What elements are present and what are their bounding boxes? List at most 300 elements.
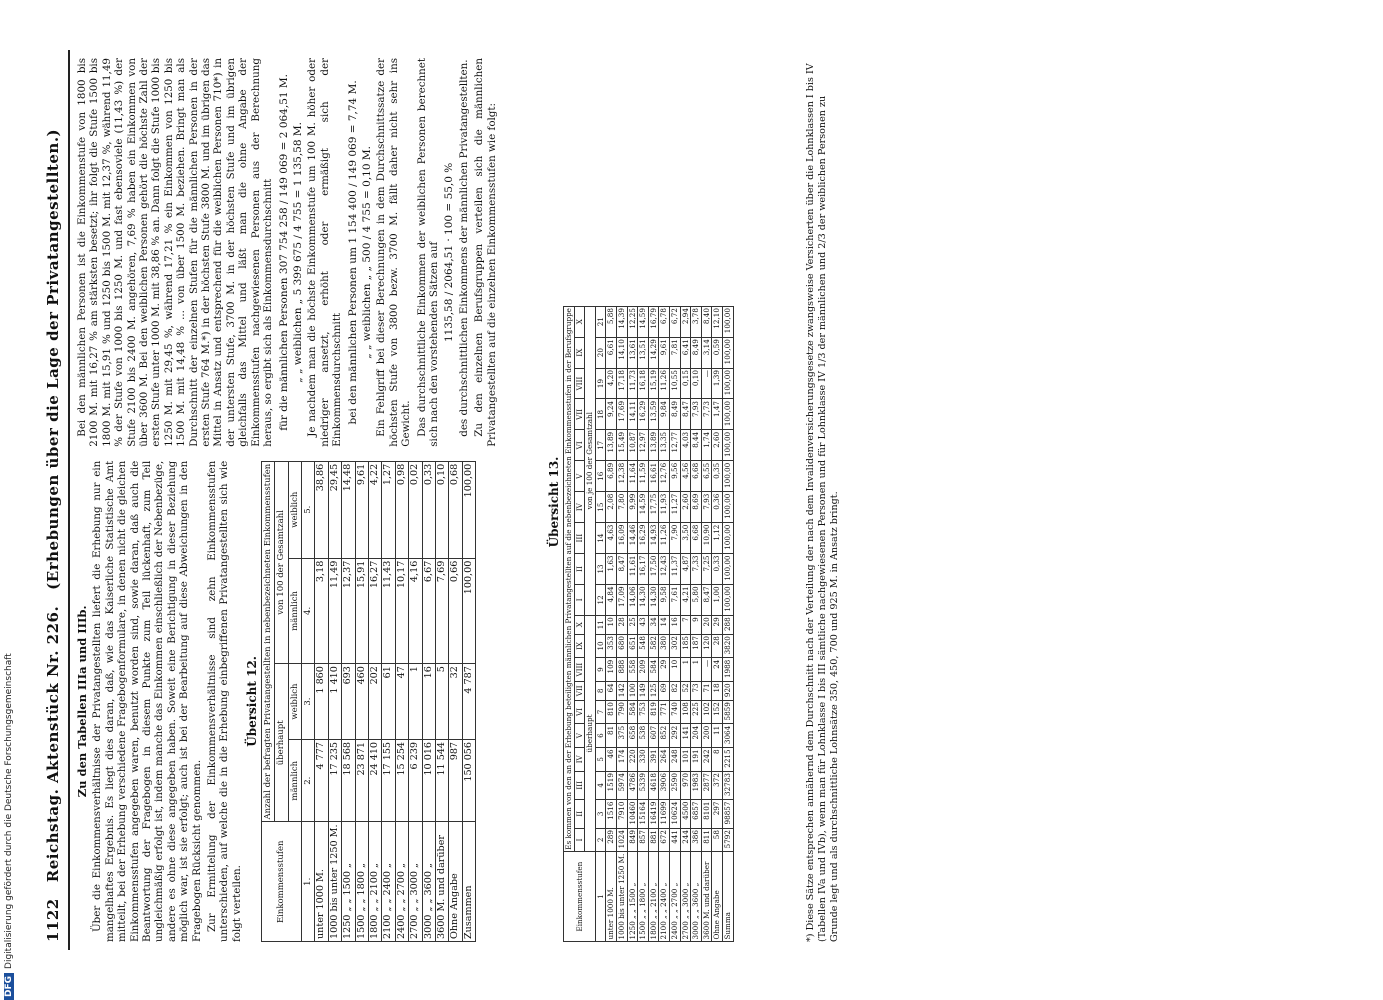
table-cell: 8,49 [691, 337, 702, 368]
table-cell: 8,40 [701, 306, 712, 337]
table-cell: 16,09 [616, 523, 627, 554]
table-cell: 2215 [722, 747, 733, 771]
table-cell: 302 [669, 634, 680, 658]
table-cell: 672 [659, 828, 670, 852]
table-cell: 14,39 [616, 306, 627, 337]
berufsgruppe-header: II [574, 800, 585, 828]
column-number: 20 [595, 337, 606, 368]
table12-title: Übersicht 12. [245, 656, 260, 747]
table-cell: 582 [648, 634, 659, 658]
table-cell: 11,27 [669, 492, 680, 523]
table-cell: 1,39 [712, 368, 723, 399]
table-cell: 12,77 [669, 430, 680, 461]
table-cell: 1516 [606, 800, 617, 828]
table-cell: 811 [701, 828, 712, 852]
table-cell: 10 [669, 658, 680, 682]
table-cell: 460 [355, 664, 368, 740]
berufsgruppe-header: VI [574, 700, 585, 724]
page-number: 1122 [44, 898, 62, 942]
column-number: 1 [595, 852, 606, 942]
table-cell: 58 [712, 828, 723, 852]
table13-section [545, 62, 734, 942]
table-cell: 100,00 [722, 461, 733, 492]
table-cell: 1,27 [382, 461, 395, 558]
table-row [368, 461, 381, 941]
table-cell: 16,29 [638, 399, 649, 430]
column-left [76, 461, 516, 942]
table-cell: 5339 [638, 771, 649, 799]
table-cell: 8,69 [691, 492, 702, 523]
table-cell: 8,47 [680, 399, 691, 430]
table-cell: 9 [691, 615, 702, 634]
table-cell: 7910 [616, 800, 627, 828]
table-cell: 16 [669, 615, 680, 634]
table-cell: 13,51 [638, 337, 649, 368]
table-cell: 32 [449, 664, 462, 740]
table-cell: 18 568 [342, 739, 355, 822]
table-cell: 888 [616, 658, 627, 682]
table-cell: 9,61 [659, 337, 670, 368]
formula: 1135,58 / 2064,51 · 100 = 55,0 % [443, 162, 456, 343]
table-cell: 6,72 [669, 306, 680, 337]
row-label: 3600 M. und darüber [435, 822, 448, 942]
table-cell: 11,37 [669, 554, 680, 585]
table-cell: 1,63 [606, 554, 617, 585]
table-cell: 100,00 [722, 492, 733, 523]
table-row [648, 306, 659, 941]
table-cell: 24 410 [368, 739, 381, 822]
table-row [606, 306, 617, 941]
table-cell: 17,50 [648, 554, 659, 585]
row-label: 1500 „ „ 1800 „ [355, 822, 368, 942]
berufsgruppe-header: I [574, 828, 585, 852]
table-cell: 1,00 [712, 584, 723, 615]
table-cell: 69 [659, 681, 670, 700]
berufsgruppe-header: III [574, 523, 585, 554]
table-cell: 5,88 [606, 306, 617, 337]
table-uebersicht-12 [261, 461, 477, 942]
table-cell: 4 787 [462, 664, 475, 740]
table-cell: 17,09 [616, 584, 627, 615]
table-cell: 82 [669, 681, 680, 700]
table-cell: 191 [691, 747, 702, 771]
table-cell: 100,00 [722, 337, 733, 368]
column-number: 18 [595, 399, 606, 430]
table-cell: 1 410 [328, 664, 341, 740]
table-cell: 288 [722, 615, 733, 634]
table-colnum-row [301, 461, 314, 941]
row-label: Ohne Angabe [449, 822, 462, 942]
table-cell: 6,89 [606, 461, 617, 492]
table-row [659, 306, 670, 941]
table-cell: 7,73 [701, 399, 712, 430]
table-cell: 680 [616, 634, 627, 658]
paragraph: Das durchschnittliche Einkommen der weiblichen Personen berechnet sich nach den vorstehenden Sätzen auf [415, 58, 440, 447]
table-cell: 10 016 [422, 739, 435, 822]
table-cell: 4786 [627, 771, 638, 799]
formula: „ „ weiblichen „ 5 399 675 / 4 755 = 1 135,58 M. [291, 122, 304, 383]
table-cell: 380 [659, 634, 670, 658]
table-cell: 17,18 [616, 368, 627, 399]
table-cell: 14,11 [627, 399, 638, 430]
table-cell: 100,00 [722, 368, 733, 399]
row-label: 1800 „ „ 2100 „ [368, 822, 381, 942]
table-cell: 771 [659, 700, 670, 724]
paragraph: Zur Ermittelung der Einkommensverhältnisse sind zehn Einkommensstufen unterschieden, auf welche die in die Erhebung einbegriffenen Privatangestellten sich wie folgt verteilen. [206, 460, 243, 942]
table-row [669, 306, 680, 941]
table-cell: 2,94 [680, 306, 691, 337]
table-cell: 15,49 [616, 430, 627, 461]
column-number: 21 [595, 306, 606, 337]
column-number: 2. [301, 739, 314, 822]
table-cell: 20 [701, 615, 712, 634]
column-number: 11 [595, 615, 606, 634]
table-cell: 32783 [722, 771, 733, 799]
table-cell: 15164 [638, 800, 649, 828]
table-cell: 391 [648, 747, 659, 771]
table-cell: 11,59 [638, 461, 649, 492]
table-row [616, 306, 627, 941]
column-number: 13 [595, 554, 606, 585]
table-cell: 125 [648, 681, 659, 700]
table-header: männlich [288, 739, 301, 822]
table-cell: 658 [627, 724, 638, 748]
berufsgruppe-header: VIII [574, 368, 585, 399]
row-label: Summa [722, 852, 733, 942]
table-cell: 12,76 [659, 461, 670, 492]
paragraph: Zu den einzelnen Berufsgruppen verteilen sich die männlichen Privatangestellten auf die einzelnen Einkommensstufen wie folgt: [473, 58, 498, 447]
table-cell: 16,29 [638, 523, 649, 554]
table-cell: 4618 [648, 771, 659, 799]
table-cell: 244 [680, 828, 691, 852]
table-cell: 17 155 [382, 739, 395, 822]
berufsgruppe-header: IV [574, 747, 585, 771]
table-cell: 43 [638, 615, 649, 634]
row-label: unter 1000 M. [606, 852, 617, 942]
table-cell: 220 [627, 747, 638, 771]
table-cell: 187 [691, 634, 702, 658]
table-cell: 0,10 [691, 368, 702, 399]
table-row [638, 306, 649, 941]
table-cell: 3820 [722, 634, 733, 658]
table-cell: 100,00 [722, 399, 733, 430]
row-label: 1250 „ „ 1500 „ [627, 852, 638, 942]
row-label: 3000 „ „ 3600 „ [422, 822, 435, 942]
berufsgruppe-header: I [574, 584, 585, 615]
table-cell: 14,29 [648, 337, 659, 368]
table-row [355, 461, 368, 941]
paragraph: Ein Fehlgriff bei dieser Berechnungen in dem Durchschnittssatze der höchsten Stufe von 3800 bezw. 3700 M. fällt daher nicht sehr ins Gewicht. [375, 58, 413, 447]
table-cell: 13,59 [648, 399, 659, 430]
table-cell: 24 [712, 658, 723, 682]
table-cell: 14,48 [342, 461, 355, 558]
table-cell: 4,03 [680, 430, 691, 461]
table-cell: 64 [606, 681, 617, 700]
table-cell: 3906 [659, 771, 670, 799]
column-number: 17 [595, 430, 606, 461]
table-cell: 185 [680, 634, 691, 658]
table-row [691, 306, 702, 941]
table-header: von 100 der Gesamtzahl [275, 461, 288, 663]
table-header: Es kommen von den an der Erhebung beteiligten männlichen Privatangestellten auf die nebenbezeichneten Einkommensstufen in der Berufsgruppe [564, 308, 573, 850]
table-header: männlich [288, 558, 301, 663]
table-cell: 6,67 [422, 558, 435, 663]
table-cell: 209 [638, 658, 649, 682]
table-cell: 52 [680, 681, 691, 700]
table-cell: 375 [616, 724, 627, 748]
table-cell: 61 [382, 664, 395, 740]
table-cell: 6,68 [691, 523, 702, 554]
table-cell: 6857 [691, 800, 702, 828]
table-row [680, 306, 691, 941]
table-cell: 3,14 [701, 337, 712, 368]
table-cell: 1 860 [315, 664, 328, 740]
table-cell: 13,89 [606, 430, 617, 461]
paragraph: Über die Einkommensverhältnisse der Privatangestellten liefert die Erhebung nur ein mangelhaftes Ergebnis. Es liegt dies daran, daß, wie das Kaiserliche Statistische Amt mitteilt, bei der Erhebung verschiedene Fragebogenformulare, in denen nicht die gleichen Einkommensstufen angegeben waren, benutzt worden sind, sowie daran, daß auch die Beantwortung der Fragebogen in diesem Punkte zum Teil lückenhaft, zum Teil ungleichmäßig erfolgt ist, indem manche das Einkommen einschließlich der Nebenbezüge, andere es ohne diese angegeben haben. Soweit eine Berichtigung in dieser Beziehung möglich war, ist sie erfolgt; auch ist bei der Bearbeitung auf diese Abweichungen in den Fragebogen Rücksicht genommen. [91, 460, 203, 942]
page-header [40, 50, 70, 950]
berufsgruppe-header: X [574, 306, 585, 337]
table-cell: 4,16 [409, 558, 422, 663]
paragraph: Je nachdem man die höchste Einkommenstufe um 100 M. höher oder niedriger ansetzt, erhöht oder ermäßigt sich der Einkommensdurchschnitt [306, 58, 344, 447]
table-cell: 142 [616, 681, 627, 700]
table-cell: 881 [648, 828, 659, 852]
table-cell: 3,50 [680, 523, 691, 554]
table-cell: 0,15 [680, 368, 691, 399]
table-cell: 11,49 [328, 558, 341, 663]
table-cell: 538 [638, 724, 649, 748]
table-row [722, 306, 733, 941]
digitization-note [4, 653, 14, 1000]
table-cell: 11699 [659, 800, 670, 828]
column-number: 10 [595, 634, 606, 658]
table-header: von je 100 der Gesamtzahl [585, 306, 596, 615]
paragraph: Bei den männlichen Personen ist die Einkommenstufe von 1800 bis 2100 M. mit 16,27 % am stärksten besetzt; ihr folgt die Stufe 1500 bis 1800 M. mit 15,91 % und 1250 bis 1500 M. mit 12,37 %, während 11,49 % der Stufe von 1000 bis 1250 M. und fast ebensoviele (11,43 %) der Stufe 2100 bis 2400 M. angehören, 7,69 % haben ein Einkommen von über 3600 M. Bei den weiblichen Personen gehört die höchste Zahl der ersten Stufe unter 1000 M. mit 38,86 % an. Dann folgt die Stufe 1000 bis 1250 M. mit 29,45 %, während 17,21 % ein Einkommen von 1250 bis 1500 M. mit 14,48 % ... von über 1500 M. beziehen. Bringt man als Durchschnitt der einzelnen Stufen für die männlichen Personen in der ersten Stufe 764 M.*) in der höchsten Stufe 3800 M. und im übrigen das Mittel in Ansatz und entsprechend für die weiblichen Personen 710*) in der untersten Stufe, 3700 M. in der höchsten Stufe und im übrigen gleichfalls das Mittel und läßt man die ohne Angabe der Einkommensstufen nachgewiesenen Personen aus der Berechnung heraus, so ergibt sich als Einkommensdurchschnitt [76, 58, 275, 447]
table-cell: 7 [680, 615, 691, 634]
table-cell: 16 [422, 664, 435, 740]
table-cell: 5,80 [691, 584, 702, 615]
table-header-row [574, 306, 585, 941]
table-cell: 4,87 [680, 554, 691, 585]
table-cell: 4,21 [680, 584, 691, 615]
table-cell: 0,59 [712, 337, 723, 368]
table-cell: 7,25 [701, 554, 712, 585]
table-cell: 584 [627, 700, 638, 724]
berufsgruppe-header: II [574, 554, 585, 585]
table-cell: 13,61 [627, 337, 638, 368]
table-cell: 11,26 [659, 523, 670, 554]
table-cell: 693 [342, 664, 355, 740]
table-cell: — [701, 368, 712, 399]
table-cell: 150 056 [462, 739, 475, 822]
table-cell: 34 [648, 615, 659, 634]
table-cell: 4,20 [606, 368, 617, 399]
table-cell: 8,47 [616, 554, 627, 585]
row-label: 1250 „ „ 1500 „ [342, 822, 355, 942]
table-cell: 2590 [669, 771, 680, 799]
row-label: 3000 „ „ 3600 „ [691, 852, 702, 942]
table-cell: 12,37 [342, 558, 355, 663]
table-row [712, 306, 723, 941]
table-cell: 9,84 [659, 399, 670, 430]
table-cell: 11,26 [659, 368, 670, 399]
table-cell: 7,93 [701, 492, 712, 523]
berufsgruppe-header: V [574, 461, 585, 492]
row-label: Ohne Angabe [712, 852, 723, 942]
berufsgruppe-header: IX [574, 337, 585, 368]
table-body [606, 306, 733, 941]
table-cell: 6,78 [659, 306, 670, 337]
berufsgruppe-header: VI [574, 430, 585, 461]
table-cell: 8 [712, 747, 723, 771]
table-cell: 29 [712, 615, 723, 634]
table-cell: 38,86 [315, 461, 328, 558]
table-cell: 11,73 [627, 368, 638, 399]
table-cell: 102 [701, 700, 712, 724]
table-cell: 1 [691, 658, 702, 682]
table-cell: 0,66 [449, 558, 462, 663]
table-cell: 8101 [701, 800, 712, 828]
table-cell: 6,68 [691, 461, 702, 492]
column-number: 5. [301, 461, 314, 558]
column-number: 8 [595, 681, 606, 700]
table-cell: 14,59 [638, 306, 649, 337]
column-number: 16 [595, 461, 606, 492]
column-number: 6 [595, 724, 606, 748]
table-cell: 372 [712, 771, 723, 799]
row-label: 1000 bis unter 1250 M. [616, 853, 626, 940]
table-cell: 753 [638, 700, 649, 724]
table-cell: 987 [449, 739, 462, 822]
table-cell: 9,99 [627, 492, 638, 523]
table-cell: 100 [627, 681, 638, 700]
table-cell: 16,79 [648, 306, 659, 337]
berufsgruppe-header: VIII [574, 658, 585, 682]
table-cell: 2,60 [712, 430, 723, 461]
table-cell: 9,58 [659, 584, 670, 615]
table-cell: 920 [722, 681, 733, 700]
berufsgruppe-header: III [574, 771, 585, 799]
table-cell: 1 [680, 658, 691, 682]
table-cell: 225 [691, 700, 702, 724]
table-cell: 14 [659, 615, 670, 634]
table-cell: 204 [691, 724, 702, 748]
berufsgruppe-header: X [574, 615, 585, 634]
column-number: 4 [595, 771, 606, 799]
table-cell: 10,17 [395, 558, 408, 663]
table-cell: 5 [435, 664, 448, 740]
table-cell: 1 [409, 664, 422, 740]
table-cell: 17 235 [328, 739, 341, 822]
column-number: 7 [595, 700, 606, 724]
row-label: unter 1000 M. [315, 822, 328, 942]
table-cell: 15 254 [395, 739, 408, 822]
table-cell: 651 [627, 634, 638, 658]
table-cell: 0,98 [395, 461, 408, 558]
berufsgruppe-header: V [574, 724, 585, 748]
table-cell: 14,06 [627, 584, 638, 615]
table-cell: 13,89 [648, 430, 659, 461]
table-cell: 10460 [627, 800, 638, 828]
table-row [315, 461, 328, 941]
table-cell: 819 [648, 700, 659, 724]
table-cell: 4,22 [368, 461, 381, 558]
table-cell: 12,10 [712, 306, 723, 337]
column-number: 19 [595, 368, 606, 399]
table-cell: 100,00 [462, 558, 475, 663]
text-columns [70, 50, 522, 950]
table-header: überhaupt [585, 615, 596, 851]
table-cell: 47 [395, 664, 408, 740]
table-cell: 81 [606, 724, 617, 748]
column-number: 4. [301, 558, 314, 663]
table-header: Einkommensstufen [261, 822, 301, 942]
table-row [462, 461, 475, 941]
table-cell: 28 [616, 615, 627, 634]
table-cell: 1024 [616, 828, 627, 852]
table-cell: 292 [669, 724, 680, 748]
table-cell: 584 [648, 658, 659, 682]
column-right [76, 58, 516, 447]
table-cell: 0,02 [409, 461, 422, 558]
table13-title: Übersicht 13. [547, 456, 561, 548]
dfg-logo: DFG [4, 973, 14, 1000]
table-cell: 7,81 [669, 337, 680, 368]
column-number: 14 [595, 523, 606, 554]
table-cell: 1,74 [701, 430, 712, 461]
table-cell: 14,46 [627, 523, 638, 554]
table-cell: 3,18 [315, 558, 328, 663]
table-cell: 11,61 [627, 554, 638, 585]
table-cell: 25 [627, 615, 638, 634]
table-row [701, 306, 712, 941]
table-cell: 11,64 [627, 461, 638, 492]
table-cell: 4,84 [606, 584, 617, 615]
header-left: Reichstag. Aktenstück Nr. 226. [44, 605, 62, 883]
table-cell: 100,00 [462, 461, 475, 558]
table-cell: 3,78 [691, 306, 702, 337]
table-cell: 16,27 [368, 558, 381, 663]
table-cell: 264 [659, 747, 670, 771]
table-cell: 100,00 [722, 306, 733, 337]
table-cell: 23 871 [355, 739, 368, 822]
table-body [301, 461, 475, 941]
table-cell: 10624 [669, 800, 680, 828]
berufsgruppe-header: VII [574, 681, 585, 700]
table-cell: 248 [669, 747, 680, 771]
table-cell: 810 [606, 700, 617, 724]
table-cell: — [701, 658, 712, 682]
table-cell: 11 544 [435, 739, 448, 822]
table-cell: 8,44 [691, 430, 702, 461]
paragraph: des durchschnittlichen Einkommens der männlichen Privatangestellten. [457, 59, 470, 437]
table-cell: 11 [712, 724, 723, 748]
table-cell: 7,69 [435, 558, 448, 663]
table-cell: 558 [627, 658, 638, 682]
table-cell: 12,43 [659, 554, 670, 585]
table-cell: 71 [701, 681, 712, 700]
table-cell: 202 [368, 664, 381, 740]
table-header: weiblich [288, 461, 301, 558]
table-cell: 14,93 [648, 523, 659, 554]
table-cell: 2,08 [606, 492, 617, 523]
table-cell: 7,90 [669, 523, 680, 554]
table-cell: 330 [638, 747, 649, 771]
table-cell: 14,30 [648, 584, 659, 615]
table-cell: 10,55 [669, 368, 680, 399]
table-cell: 970 [680, 771, 691, 799]
column-number: 15 [595, 492, 606, 523]
table-cell: 1,12 [712, 523, 723, 554]
